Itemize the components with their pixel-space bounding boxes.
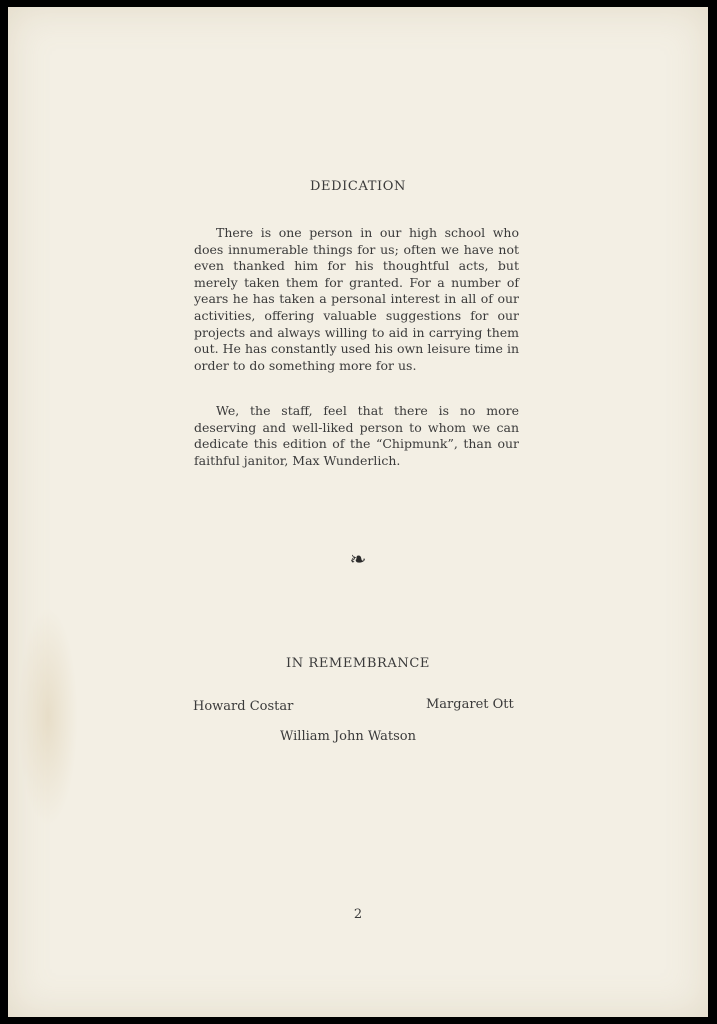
page (8, 7, 708, 1017)
fleuron-icon: ❧ (349, 547, 367, 571)
page-number: 2 (353, 907, 363, 922)
remembrance-name: Howard Costar (193, 699, 294, 714)
dedication-paragraph-1: There is one person in our high school who does innumerable things for us; often we have not even thanked him for his thoughtful acts, but merely taken them for granted. For a number of years he has taken a personal interest in all of our activities, offering valuable suggestions for our projects and always willing to aid in carrying them out. He has constantly used his own leisure time in order to do something more for us. (194, 225, 519, 373)
remembrance-name: Margaret Ott (426, 697, 514, 712)
dedication-title: DEDICATION (310, 179, 406, 194)
paper-stain (18, 607, 78, 827)
remembrance-title: IN REMEMBRANCE (286, 656, 430, 671)
dedication-paragraph-2: We, the staff, feel that there is no more deserving and well-liked person to whom we can dedicate this edition of the “Chipmunk”, than our faithful janitor, Max Wunderlich. (194, 403, 519, 468)
remembrance-name: William John Watson (280, 729, 416, 744)
